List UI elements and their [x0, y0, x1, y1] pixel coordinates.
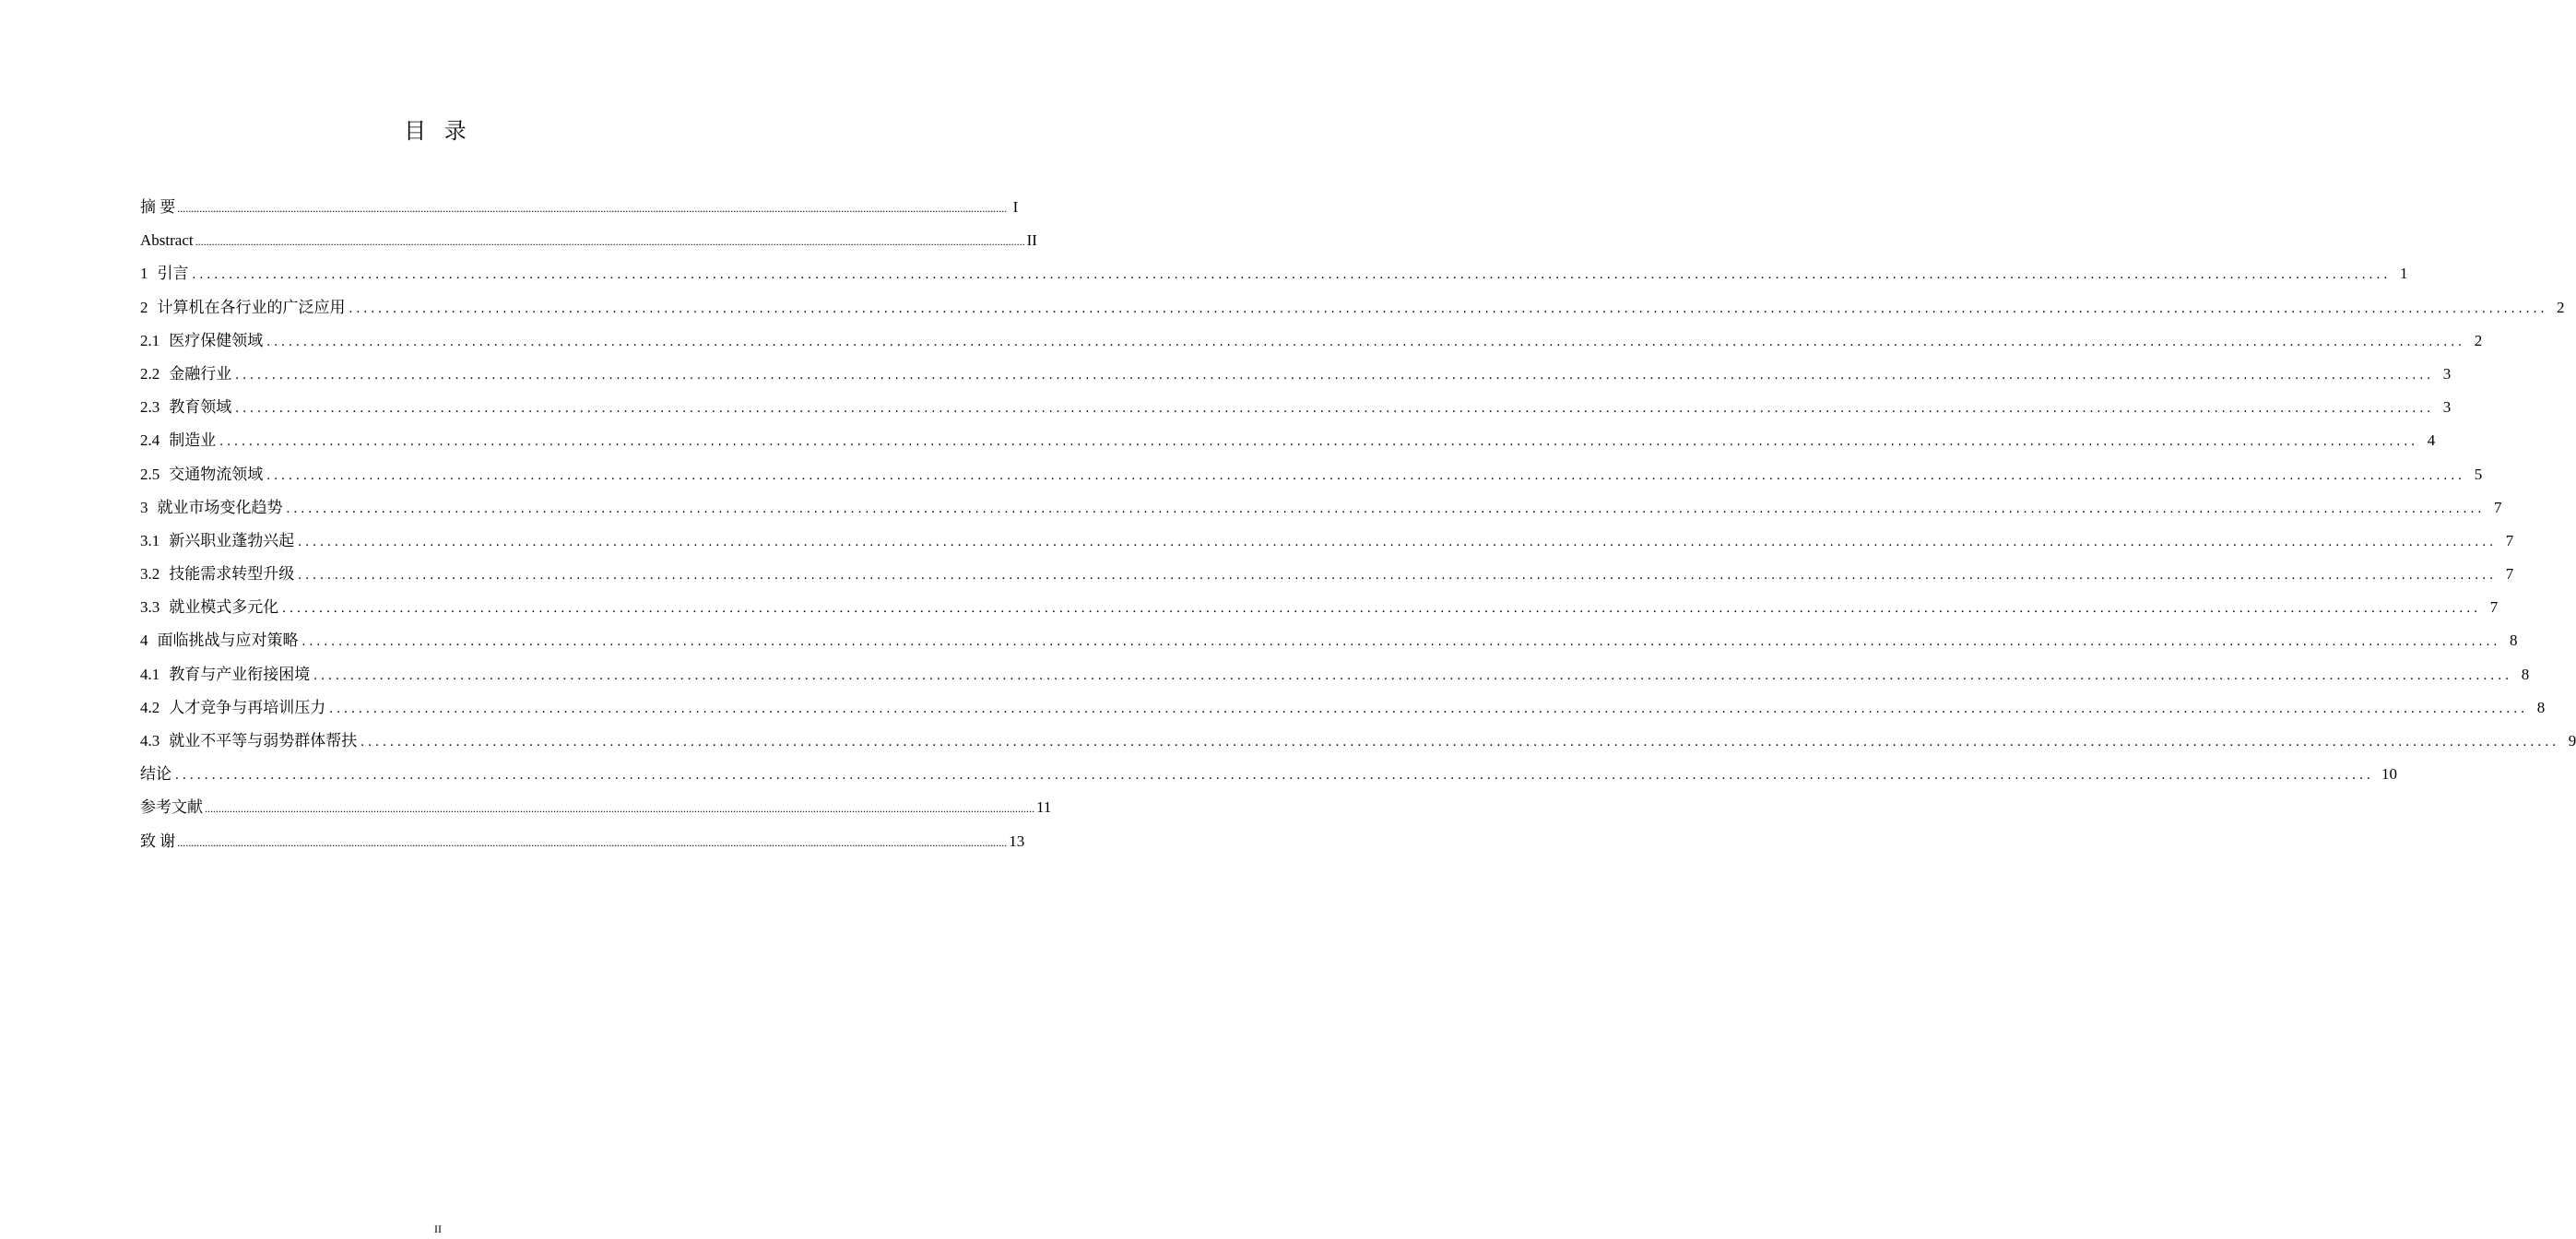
toc-entry-label: [140, 491, 283, 525]
toc-entry-page: 4: [2427, 431, 2436, 450]
toc-entry[interactable]: [140, 591, 2499, 624]
toc-dot-leader: ............................................................................................................................................................................................................................................................................................................: [177, 835, 1008, 849]
toc-entry[interactable]: [140, 224, 1037, 257]
toc-entry-page: 7: [2489, 598, 2499, 617]
toc-dot-leader: ............................................................................................................................................................................................................................................................................................................: [282, 601, 2482, 617]
toc-entry-title: 交通物流领域: [169, 465, 264, 483]
page-number: II: [434, 1222, 442, 1235]
toc-entry[interactable]: [140, 658, 2530, 691]
toc-entry-title: 就业市场变化趋势: [157, 498, 283, 516]
toc-entry-number: 4.3: [140, 732, 160, 749]
toc-entry-title: 面临挑战与应对策略: [157, 631, 299, 650]
toc-dot-leader: ............................................................................................................................................................................................................................................................................................................: [195, 235, 1025, 249]
toc-entry-title: 致 谢: [140, 832, 176, 850]
toc-entry-number: 4.2: [140, 698, 160, 716]
toc-entry[interactable]: [140, 791, 1052, 824]
toc-dot-leader: ............................................................................................................................................................................................................................................................................................................: [192, 267, 2392, 283]
toc-entry-page: 5: [2474, 465, 2483, 483]
page-title: 目 录: [404, 118, 472, 144]
toc-entry-page: 11: [1036, 798, 1052, 817]
toc-entry[interactable]: [140, 525, 2514, 558]
toc-dot-leader: ............................................................................................................................................................................................................................................................................................................: [349, 301, 2548, 316]
toc-entry-title: 制造业: [169, 431, 217, 450]
toc-entry[interactable]: [140, 725, 2576, 758]
toc-dot-leader: ............................................................................................................................................................................................................................................................................................................: [266, 467, 2466, 483]
toc-entry-title: 就业模式多元化: [169, 598, 279, 617]
toc-entry-label: [140, 725, 357, 758]
toc-entry-page: II: [1026, 231, 1037, 250]
toc-entry-number: 2: [140, 298, 148, 316]
toc-entry-page: 2: [2474, 331, 2483, 349]
toc-entry-label: [140, 458, 263, 491]
toc-entry-page: I: [1012, 198, 1019, 216]
toc-entry-label: [140, 191, 175, 224]
toc-entry-number: 3: [140, 498, 148, 516]
toc-entry-label: [140, 291, 346, 324]
toc-entry-title: 技能需求转型升级: [169, 565, 295, 584]
toc-entry-page: 9: [2568, 732, 2576, 749]
toc-entry-number: 4: [140, 631, 148, 650]
toc-entry-number: 3.1: [140, 531, 160, 549]
toc-entry-title: 参考文献: [140, 798, 203, 817]
toc-entry-page: 7: [2494, 498, 2502, 516]
toc-entry-number: 1: [140, 265, 148, 283]
toc-dot-leader: ............................................................................................................................................................................................................................................................................................................: [301, 634, 2501, 650]
toc-entry-page: 3: [2442, 398, 2452, 417]
toc-entry-label: [140, 391, 231, 424]
toc-entry[interactable]: [140, 691, 2546, 725]
toc-entry[interactable]: [140, 291, 2565, 324]
toc-entry[interactable]: [140, 324, 2483, 358]
toc-entry-label: [140, 624, 299, 657]
toc-dot-leader: ............................................................................................................................................................................................................................................................................................................: [219, 434, 2419, 450]
toc-dot-leader: ............................................................................................................................................................................................................................................................................................................: [175, 768, 2374, 784]
toc-entry-number: 3.2: [140, 565, 160, 584]
toc-dot-leader: ............................................................................................................................................................................................................................................................................................................: [205, 802, 1034, 816]
toc-entry-page: 8: [2510, 631, 2518, 650]
toc-entry[interactable]: [140, 391, 2452, 424]
toc-entry-page: 8: [2521, 665, 2530, 683]
toc-entry-page: 13: [1009, 832, 1025, 850]
toc-entry-label: [140, 591, 278, 624]
toc-entry-label: [140, 691, 325, 725]
toc-entry-label: [140, 257, 189, 290]
toc-dot-leader: ............................................................................................................................................................................................................................................................................................................: [286, 501, 2486, 516]
toc-entry-page: 7: [2505, 565, 2514, 584]
toc-entry[interactable]: [140, 458, 2483, 491]
toc-entry-title: 就业不平等与弱势群体帮扶: [169, 732, 358, 749]
toc-entry-number: 2.4: [140, 431, 160, 450]
toc-entry-title: 引言: [157, 265, 189, 283]
toc-dot-leader: ............................................................................................................................................................................................................................................................................................................: [235, 401, 2435, 417]
toc-entry-page: 8: [2536, 698, 2546, 716]
toc-entry-label: [140, 791, 203, 824]
toc-entry-title: 摘 要: [140, 198, 176, 216]
toc-entry-title: 教育领域: [169, 398, 232, 417]
toc-dot-leader: ............................................................................................................................................................................................................................................................................................................: [298, 534, 2498, 549]
toc-entry-title: 人才竞争与再培训压力: [169, 698, 326, 716]
toc-dot-leader: ............................................................................................................................................................................................................................................................................................................: [313, 667, 2513, 683]
toc-dot-leader: ............................................................................................................................................................................................................................................................................................................: [235, 367, 2435, 383]
toc-entry-title: 金融行业: [169, 364, 232, 383]
table-of-contents: [140, 191, 2576, 858]
toc-dot-leader: ............................................................................................................................................................................................................................................................................................................: [177, 202, 1008, 215]
toc-entry-label: [140, 358, 231, 391]
toc-entry-page: 10: [2381, 765, 2397, 784]
toc-entry-label: [140, 324, 263, 358]
toc-entry[interactable]: [140, 624, 2518, 657]
toc-entry[interactable]: [140, 491, 2502, 525]
toc-entry-title: 结论: [140, 765, 171, 784]
toc-entry-title: Abstract: [140, 231, 194, 250]
toc-entry-label: [140, 558, 294, 591]
toc-entry[interactable]: [140, 257, 2408, 290]
toc-entry-number: 4.1: [140, 665, 160, 683]
toc-entry-title: 教育与产业衔接困境: [169, 665, 311, 683]
toc-entry[interactable]: [140, 191, 1019, 224]
toc-entry-title: 医疗保健领域: [169, 331, 264, 349]
toc-entry-number: 2.3: [140, 398, 160, 417]
toc-entry-label: [140, 424, 216, 457]
toc-entry-title: 新兴职业蓬勃兴起: [169, 531, 295, 549]
toc-entry-label: [140, 825, 175, 858]
toc-entry-number: 3.3: [140, 598, 160, 617]
toc-entry-page: 1: [2400, 265, 2408, 283]
toc-entry-page: 7: [2505, 531, 2514, 549]
toc-entry-number: 2.2: [140, 364, 160, 383]
toc-entry[interactable]: [140, 424, 2436, 457]
toc-dot-leader: ............................................................................................................................................................................................................................................................................................................: [360, 735, 2560, 749]
toc-entry[interactable]: [140, 758, 2397, 791]
toc-dot-leader: ............................................................................................................................................................................................................................................................................................................: [266, 334, 2466, 349]
toc-entry-number: 2.5: [140, 465, 160, 483]
toc-entry-label: [140, 525, 294, 558]
toc-entry-number: 2.1: [140, 331, 160, 349]
toc-dot-leader: ............................................................................................................................................................................................................................................................................................................: [329, 701, 2529, 716]
toc-entry-title: 计算机在各行业的广泛应用: [157, 298, 346, 316]
toc-entry[interactable]: [140, 825, 1025, 858]
toc-entry-label: [140, 658, 310, 691]
toc-dot-leader: ............................................................................................................................................................................................................................................................................................................: [298, 568, 2498, 584]
toc-entry-label: [140, 758, 171, 791]
toc-entry[interactable]: [140, 558, 2514, 591]
toc-entry-label: [140, 224, 194, 257]
toc-entry[interactable]: [140, 358, 2452, 391]
toc-entry-page: 2: [2557, 298, 2565, 316]
toc-entry-page: 3: [2442, 364, 2452, 383]
